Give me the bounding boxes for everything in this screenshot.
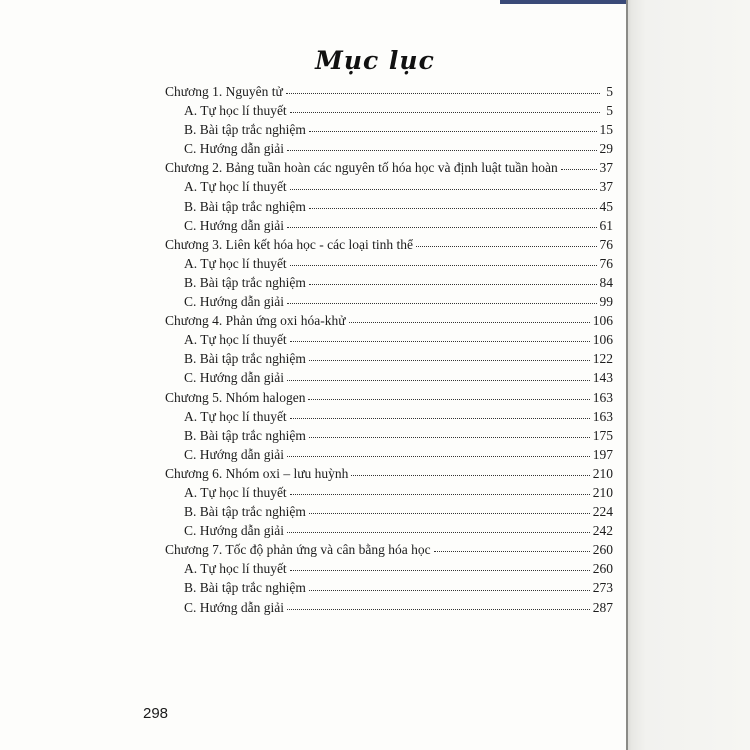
toc-section-entry	[165, 177, 613, 196]
dot-leader	[287, 456, 590, 457]
toc-entry-page: 273	[592, 580, 613, 596]
dot-leader	[290, 570, 590, 571]
toc-section-entry	[165, 349, 613, 368]
toc-entry-label: Chương 4. Phản ứng oxi hóa-khử	[165, 313, 346, 329]
toc-section-entry	[165, 426, 613, 445]
toc-entry-page: 106	[592, 313, 613, 329]
toc-entry-label: B. Bài tập trắc nghiệm	[184, 198, 306, 214]
dot-leader	[287, 609, 590, 610]
toc-section-entry	[165, 101, 613, 120]
toc-entry-label: C. Hướng dẫn giải	[184, 294, 284, 310]
toc-entry-label: A. Tự học lí thuyết	[184, 408, 287, 424]
dot-leader	[561, 169, 597, 170]
dot-leader	[290, 189, 597, 190]
dot-leader	[309, 284, 597, 285]
toc-entry-page: 76	[599, 255, 613, 271]
dot-leader	[287, 303, 597, 304]
dot-leader	[290, 494, 590, 495]
toc-entry-page: 197	[592, 446, 613, 462]
toc-entry-page: 163	[592, 408, 613, 424]
toc-entry-page: 99	[599, 294, 613, 310]
toc-section-entry	[165, 216, 613, 235]
toc-entry-page: 242	[592, 523, 613, 539]
toc-entry-label: Chương 6. Nhóm oxi – lưu huỳnh	[165, 465, 349, 481]
toc-entry-label: C. Hướng dẫn giải	[184, 141, 284, 157]
toc-chapter-entry	[165, 388, 613, 407]
toc-section-entry	[165, 139, 613, 158]
toc-entry-page: 45	[599, 198, 613, 214]
page-right-edge	[626, 0, 750, 750]
toc-entry-page: 287	[592, 599, 613, 615]
toc-entry-label: A. Tự học lí thuyết	[184, 484, 287, 500]
toc-section-entry	[165, 407, 613, 426]
dot-leader	[290, 112, 600, 113]
toc-chapter-entry	[165, 82, 613, 101]
page-number: 298	[143, 705, 169, 722]
toc-section-entry	[165, 330, 613, 349]
toc-entry-page: 61	[599, 217, 613, 233]
toc-entry-page: 260	[592, 561, 613, 577]
toc-entry-page: 76	[599, 236, 613, 252]
toc-entry-label: B. Bài tập trắc nghiệm	[184, 274, 306, 290]
dot-leader	[290, 418, 590, 419]
toc-entry-label: Chương 2. Bảng tuần hoàn các nguyên tố hóa học và định luật tuần hoàn	[165, 160, 558, 176]
toc-entry-label: A. Tự học lí thuyết	[184, 332, 287, 348]
toc-entry-page: 143	[592, 370, 613, 386]
toc-chapter-entry	[165, 464, 613, 483]
dot-leader	[287, 227, 597, 228]
toc-entry-label: Chương 1. Nguyên tử	[165, 84, 283, 99]
toc-entry-page: 5	[606, 84, 613, 99]
toc-entry-page: 106	[592, 332, 613, 348]
toc-section-entry	[165, 368, 613, 387]
table-of-contents	[165, 82, 613, 617]
dot-leader	[286, 93, 600, 94]
toc-section-entry	[165, 598, 613, 617]
toc-entry-label: A. Tự học lí thuyết	[184, 103, 287, 119]
toc-entry-label: C. Hướng dẫn giải	[184, 523, 284, 539]
toc-section-entry	[165, 578, 613, 597]
toc-entry-label: B. Bài tập trắc nghiệm	[184, 504, 306, 520]
dot-leader	[308, 399, 589, 400]
toc-entry-label: B. Bài tập trắc nghiệm	[184, 122, 306, 138]
toc-chapter-entry	[165, 540, 613, 559]
toc-entry-page: 224	[592, 504, 613, 520]
toc-chapter-entry	[165, 311, 613, 330]
toc-entry-page: 163	[592, 389, 613, 405]
toc-chapter-entry	[165, 158, 613, 177]
dot-leader	[287, 380, 590, 381]
toc-entry-label: C. Hướng dẫn giải	[184, 599, 284, 615]
toc-section-entry	[165, 559, 613, 578]
toc-entry-page: 210	[592, 465, 613, 481]
toc-section-entry	[165, 502, 613, 521]
toc-entry-page: 37	[599, 160, 613, 176]
toc-entry-label: C. Hướng dẫn giải	[184, 446, 284, 462]
dot-leader	[287, 532, 590, 533]
toc-entry-page: 175	[592, 427, 613, 443]
toc-entry-page: 5	[606, 103, 613, 119]
toc-entry-page: 29	[599, 141, 613, 157]
toc-section-entry	[165, 120, 613, 139]
toc-entry-label: A. Tự học lí thuyết	[184, 561, 287, 577]
toc-entry-label: C. Hướng dẫn giải	[184, 370, 284, 386]
dot-leader	[309, 208, 597, 209]
toc-section-entry	[165, 273, 613, 292]
toc-entry-label: C. Hướng dẫn giải	[184, 217, 284, 233]
toc-section-entry	[165, 521, 613, 540]
toc-chapter-entry	[165, 235, 613, 254]
toc-section-entry	[165, 445, 613, 464]
dot-leader	[309, 131, 597, 132]
toc-entry-label: A. Tự học lí thuyết	[184, 255, 287, 271]
toc-entry-label: Chương 5. Nhóm halogen	[165, 389, 306, 405]
toc-entry-label: A. Tự học lí thuyết	[184, 179, 287, 195]
dot-leader	[287, 150, 597, 151]
toc-entry-page: 84	[599, 274, 613, 290]
dot-leader	[309, 590, 590, 591]
toc-entry-label: Chương 7. Tốc độ phản ứng và cân bằng hóa học	[165, 542, 431, 558]
dot-leader	[290, 265, 597, 266]
dot-leader	[309, 437, 590, 438]
dot-leader	[349, 322, 590, 323]
toc-entry-page: 37	[599, 179, 613, 195]
toc-entry-label: B. Bài tập trắc nghiệm	[184, 427, 306, 443]
toc-entry-page: 122	[592, 351, 613, 367]
dot-leader	[434, 551, 590, 552]
toc-section-entry	[165, 292, 613, 311]
top-color-strip	[500, 0, 626, 4]
dot-leader	[416, 246, 596, 247]
page-title: Mục lục	[315, 46, 435, 75]
toc-entry-label: B. Bài tập trắc nghiệm	[184, 351, 306, 367]
toc-entry-page: 15	[599, 122, 613, 138]
dot-leader	[309, 513, 590, 514]
toc-entry-label: Chương 3. Liên kết hóa học - các loại tinh thể	[165, 236, 414, 252]
dot-leader	[290, 341, 590, 342]
toc-entry-page: 210	[592, 484, 613, 500]
toc-section-entry	[165, 483, 613, 502]
dot-leader	[351, 475, 589, 476]
toc-entry-page: 260	[592, 542, 613, 558]
toc-section-entry	[165, 197, 613, 216]
toc-section-entry	[165, 254, 613, 273]
toc-entry-label: B. Bài tập trắc nghiệm	[184, 580, 306, 596]
dot-leader	[309, 360, 590, 361]
